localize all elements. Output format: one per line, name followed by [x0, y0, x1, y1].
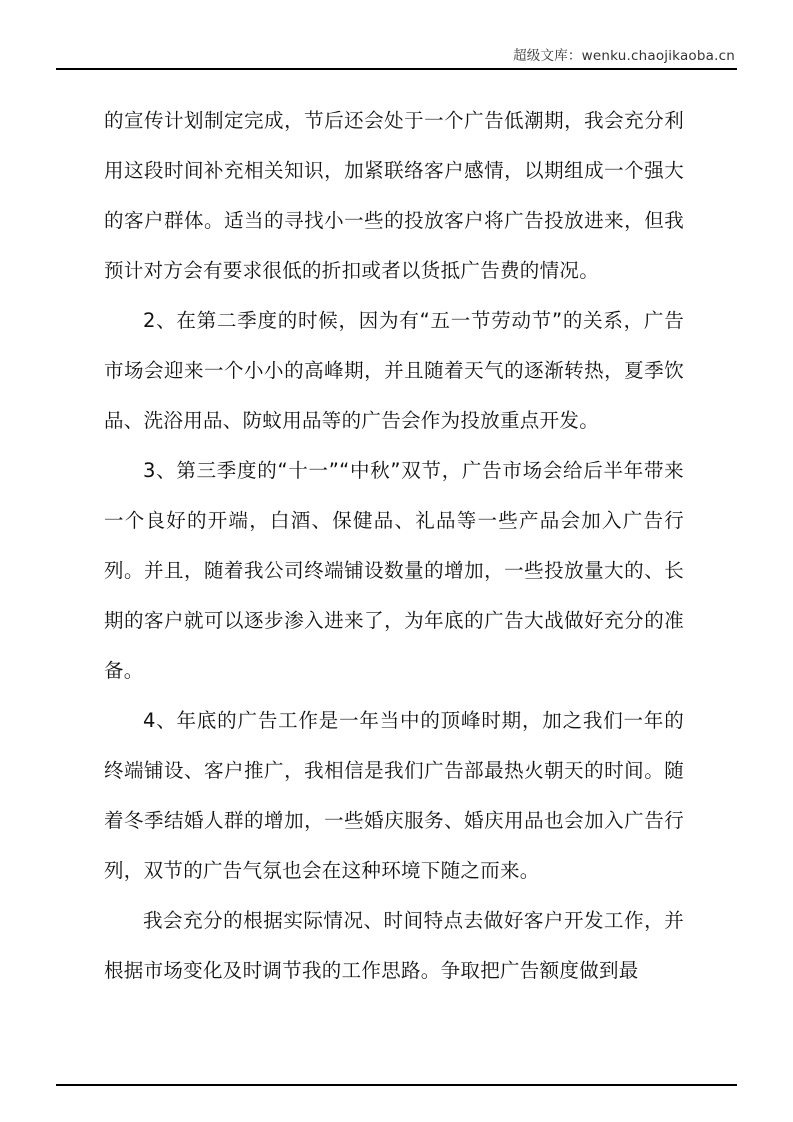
paragraph-2: 2、在第二季度的时候，因为有“五一节劳动节”的关系，广告市场会迎来一个小小的高峰期，并且随着天气的逐渐转热，夏季饮品、洗浴用品、防蚊用品等的广告会作为投放重点开发。: [104, 309, 684, 432]
paragraph-5: 我会充分的根据实际情况、时间特点去做好客户开发工作，并根据市场变化及时调节我的工作思路。争取把广告额度做到最: [104, 909, 684, 982]
document-body: [104, 96, 684, 996]
paragraph-1: 的宣传计划制定完成，节后还会处于一个广告低潮期，我会充分利用这段时间补充相关知识，加紧联络客户感情，以期组成一个强大的客户群体。适当的寻找小一些的投放客户将广告投放进来，但我预计对方会有要求很低的折扣或者以货抵广告费的情况。: [104, 109, 684, 282]
footer-divider: [56, 1084, 737, 1086]
paragraph-4: 4、年底的广告工作是一年当中的顶峰时期，加之我们一年的终端铺设、客户推广，我相信是我们广告部最热火朝天的时间。随着冬季结婚人群的增加，一些婚庆服务、婚庆用品也会加入广告行列，双节的广告气氛也会在这种环境下随之而来。: [104, 709, 684, 882]
header-divider: [56, 68, 737, 70]
paragraph-3: 3、第三季度的“十一”“中秋”双节，广告市场会给后半年带来一个良好的开端，白酒、保健品、礼品等一些产品会加入广告行列。并且，随着我公司终端铺设数量的增加，一些投放量大的、长期的客户就可以逐步渗入进来了，为年底的广告大战做好充分的准备。: [104, 459, 684, 682]
watermark-header: 超级文库：wenku.chaojikaoba.cn: [513, 48, 735, 64]
